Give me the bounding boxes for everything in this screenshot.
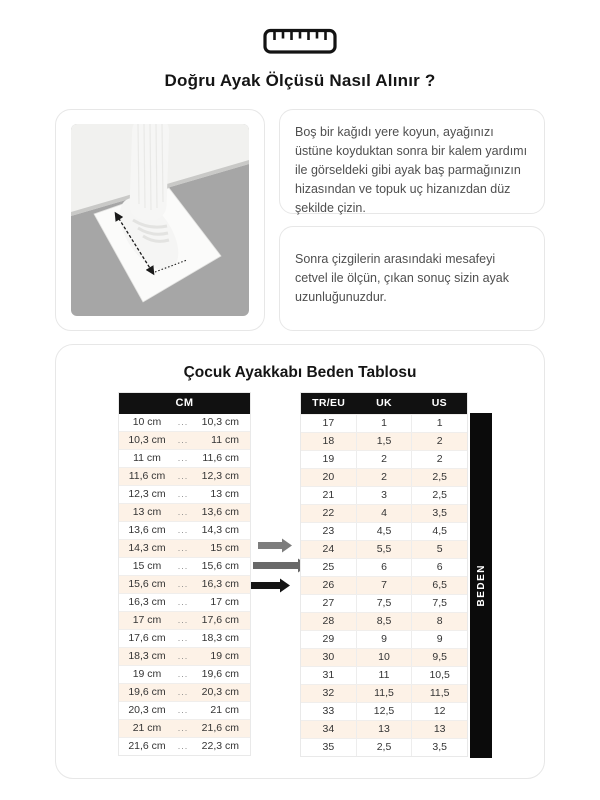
size-value: 2,5	[411, 469, 467, 486]
cm-value: 10 cm	[132, 416, 162, 428]
size-table-header-treu: TR/EU	[312, 397, 346, 409]
size-table-header-us: US	[431, 397, 447, 409]
size-value: 2	[356, 451, 412, 468]
cm-table-row	[119, 521, 250, 539]
cm-table-row	[119, 485, 250, 503]
page-header	[0, 0, 600, 91]
cm-table-row	[119, 683, 250, 701]
cm-range-separator: ...	[177, 525, 189, 535]
size-value: 3	[356, 487, 412, 504]
size-value: 9	[356, 631, 412, 648]
cm-value: 16,3 cm	[128, 596, 166, 608]
size-value: 19	[322, 453, 335, 465]
cm-value: 21 cm	[132, 722, 162, 734]
cm-value: 18,3 cm	[128, 650, 166, 662]
size-chart-title: Çocuk Ayakkabı Beden Tablosu	[183, 364, 417, 381]
cm-value: 21,6 cm	[201, 722, 239, 734]
size-table-row	[301, 648, 467, 666]
size-table-row	[301, 432, 467, 450]
size-value: 7,5	[356, 595, 412, 612]
foot-photo-card	[55, 109, 265, 331]
size-table-header-uk: UK	[376, 397, 392, 409]
size-value: 21	[322, 489, 335, 501]
size-value: 17	[322, 417, 335, 429]
size-value: 32	[322, 687, 335, 699]
size-table-row	[301, 450, 467, 468]
size-table-row	[301, 720, 467, 738]
size-value: 10	[356, 649, 412, 666]
size-value: 1,5	[356, 433, 412, 450]
cm-value: 15 cm	[210, 542, 239, 554]
size-table-row	[301, 666, 467, 684]
size-value: 10,5	[411, 667, 467, 684]
beden-side-bar	[470, 413, 492, 758]
cm-range-separator: ...	[177, 435, 189, 445]
size-chart-tables	[56, 392, 544, 762]
size-table-row	[301, 558, 467, 576]
size-table-row	[301, 576, 467, 594]
cm-value: 15,6 cm	[128, 578, 166, 590]
size-value: 12	[411, 703, 467, 720]
size-value: 11	[356, 667, 412, 684]
measure-section	[55, 109, 545, 331]
cm-table-row	[119, 431, 250, 449]
cm-value: 21 cm	[210, 704, 239, 716]
cm-value: 13,6 cm	[201, 506, 239, 518]
cm-value: 18,3 cm	[201, 632, 239, 644]
cm-range-separator: ...	[177, 615, 189, 625]
size-table-row	[301, 630, 467, 648]
instruction-step2-card	[279, 226, 545, 331]
size-table-row	[301, 522, 467, 540]
size-table-body	[301, 414, 467, 756]
cm-table-row	[119, 467, 250, 485]
cm-value: 19 cm	[132, 668, 162, 680]
size-table-row	[301, 504, 467, 522]
cm-value: 13 cm	[210, 488, 239, 500]
size-value: 6,5	[411, 577, 467, 594]
cm-value: 19 cm	[210, 650, 239, 662]
size-value: 8	[411, 613, 467, 630]
cm-range-separator: ...	[177, 687, 189, 697]
size-table-header	[301, 393, 467, 414]
size-table-row	[301, 468, 467, 486]
cm-value: 10,3 cm	[201, 416, 239, 428]
size-table-row	[301, 612, 467, 630]
size-value: 2	[411, 433, 467, 450]
cm-table-body	[119, 414, 250, 755]
cm-range-separator: ...	[177, 417, 189, 427]
cm-value: 11,6 cm	[128, 470, 166, 482]
cm-value: 11 cm	[211, 434, 239, 446]
size-value: 4	[356, 505, 412, 522]
cm-table-row	[119, 611, 250, 629]
cm-table-row	[119, 665, 250, 683]
cm-value: 17,6 cm	[201, 614, 239, 626]
size-value: 1	[356, 415, 412, 432]
cm-table	[118, 392, 251, 756]
cm-table-row	[119, 701, 250, 719]
size-value: 22	[322, 507, 335, 519]
cm-range-separator: ...	[177, 453, 189, 463]
size-value: 12,5	[356, 703, 412, 720]
page-title: Doğru Ayak Ölçüsü Nasıl Alınır ?	[164, 71, 436, 90]
size-value: 13	[411, 721, 467, 738]
cm-table-row	[119, 719, 250, 737]
instruction-step2-text: Sonra çizgilerin arasındaki mesafeyi cetvel ile ölçün, çıkan sonuç sizin ayak uzunluğunuzdur.	[295, 252, 509, 304]
size-value: 13	[356, 721, 412, 738]
cm-value: 11 cm	[133, 452, 161, 464]
size-value: 7,5	[411, 595, 467, 612]
cm-value: 22,3 cm	[201, 740, 239, 752]
cm-table-header: CM	[119, 393, 250, 414]
cm-value: 11,6 cm	[202, 452, 239, 464]
cm-table-row	[119, 414, 250, 431]
cm-value: 15 cm	[132, 560, 162, 572]
cm-value: 14,3 cm	[128, 542, 166, 554]
size-value: 26	[322, 579, 335, 591]
size-table-row	[301, 594, 467, 612]
size-value: 2	[411, 451, 467, 468]
cm-range-separator: ...	[177, 543, 189, 553]
size-value: 3,5	[411, 739, 467, 756]
cm-table-row	[119, 737, 250, 755]
ruler-icon	[263, 28, 337, 55]
size-value: 35	[322, 741, 335, 753]
size-value: 6	[411, 559, 467, 576]
cm-range-separator: ...	[177, 579, 189, 589]
instruction-step1-card	[279, 109, 545, 214]
size-value: 33	[322, 705, 335, 717]
size-value: 4,5	[356, 523, 412, 540]
size-value: 3,5	[411, 505, 467, 522]
size-value: 2,5	[411, 487, 467, 504]
cm-range-separator: ...	[177, 669, 189, 679]
foot-measurement-photo	[71, 124, 249, 316]
size-value: 9	[411, 631, 467, 648]
size-table-row	[301, 702, 467, 720]
size-value: 6	[356, 559, 412, 576]
size-table-row	[301, 684, 467, 702]
cm-range-separator: ...	[177, 651, 189, 661]
cm-value: 17,6 cm	[128, 632, 166, 644]
cm-table-row	[119, 503, 250, 521]
cm-value: 15,6 cm	[201, 560, 239, 572]
size-value: 4,5	[411, 523, 467, 540]
cm-range-separator: ...	[177, 597, 189, 607]
size-table	[300, 392, 468, 757]
size-value: 11,5	[411, 685, 467, 702]
cm-table-row	[119, 449, 250, 467]
cm-table-row	[119, 575, 250, 593]
cm-value: 12,3 cm	[128, 488, 166, 500]
size-value: 34	[322, 723, 335, 735]
cm-value: 17 cm	[210, 596, 239, 608]
cm-value: 12,3 cm	[201, 470, 239, 482]
size-chart-card	[55, 344, 545, 779]
size-table-row	[301, 486, 467, 504]
cm-value: 16,3 cm	[201, 578, 239, 590]
instructions-column	[279, 109, 545, 331]
cm-value: 14,3 cm	[201, 524, 239, 536]
cm-table-row	[119, 539, 250, 557]
size-value: 7	[356, 577, 412, 594]
size-value: 18	[322, 435, 335, 447]
cm-value: 19,6 cm	[201, 668, 239, 680]
size-value: 24	[322, 543, 335, 555]
cm-value: 17 cm	[132, 614, 162, 626]
cm-range-separator: ...	[177, 471, 189, 481]
cm-table-row	[119, 647, 250, 665]
cm-value: 21,6 cm	[128, 740, 166, 752]
cm-range-separator: ...	[177, 705, 189, 715]
size-value: 25	[322, 561, 335, 573]
beden-side-label: BEDEN	[475, 564, 487, 607]
cm-table-row	[119, 629, 250, 647]
cm-value: 13,6 cm	[128, 524, 166, 536]
size-value: 1	[411, 415, 467, 432]
cm-range-separator: ...	[177, 741, 189, 751]
size-value: 2	[356, 469, 412, 486]
cm-value: 20,3 cm	[128, 704, 166, 716]
cm-table-row	[119, 593, 250, 611]
cm-value: 20,3 cm	[201, 686, 239, 698]
size-value: 27	[322, 597, 335, 609]
size-value: 9,5	[411, 649, 467, 666]
size-table-row	[301, 414, 467, 432]
cm-value: 10,3 cm	[128, 434, 166, 446]
size-value: 5,5	[356, 541, 412, 558]
size-value: 28	[322, 615, 335, 627]
cm-range-separator: ...	[177, 723, 189, 733]
cm-range-separator: ...	[177, 561, 189, 571]
size-value: 11,5	[356, 685, 412, 702]
arrow-top	[258, 539, 292, 553]
cm-range-separator: ...	[177, 507, 189, 517]
cm-range-separator: ...	[177, 489, 189, 499]
size-value: 8,5	[356, 613, 412, 630]
cm-value: 13 cm	[132, 506, 162, 518]
size-value: 5	[411, 541, 467, 558]
cm-range-separator: ...	[177, 633, 189, 643]
size-value: 23	[322, 525, 335, 537]
arrow-bottom	[251, 579, 290, 593]
instruction-step1-text: Boş bir kağıdı yere koyun, ayağınızı üstüne koyduktan sonra bir kalem yardımı ile görseldeki gibi ayak baş parmağınızın hizasından ve topuk uç hizanızdan düz şekilde çizin.	[295, 125, 528, 215]
cm-value: 19,6 cm	[128, 686, 166, 698]
size-table-row	[301, 738, 467, 756]
size-value: 30	[322, 651, 335, 663]
size-value: 29	[322, 633, 335, 645]
size-value: 2,5	[356, 739, 412, 756]
sock-leg	[129, 124, 170, 221]
cm-table-row	[119, 557, 250, 575]
size-value: 31	[322, 669, 335, 681]
size-value: 20	[322, 471, 335, 483]
size-table-row	[301, 540, 467, 558]
